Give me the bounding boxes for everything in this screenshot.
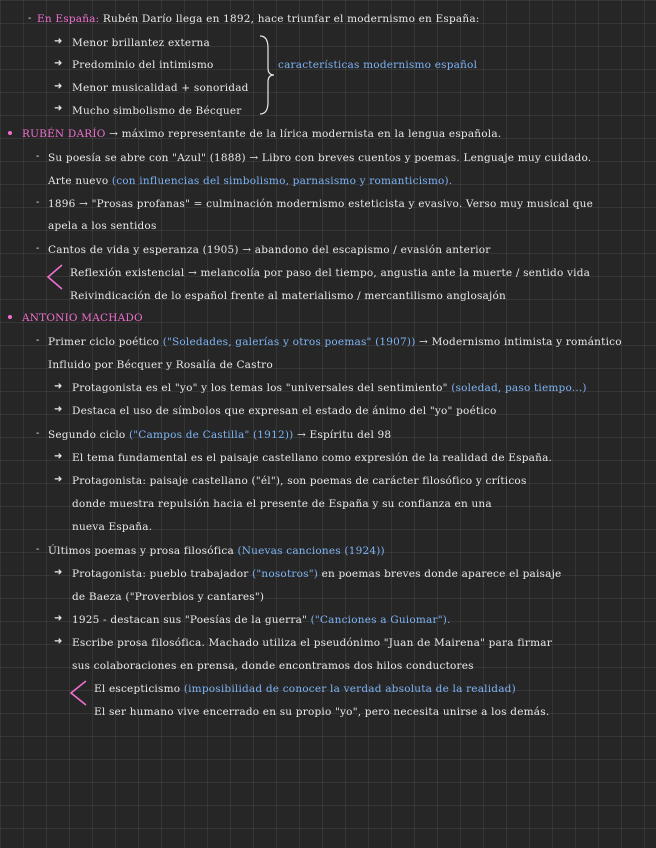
arrow-bullet-icon: ➜ [54,474,63,485]
text-span: Arte nuevo [48,175,112,187]
obra-note: ("Campos de Castilla" (1912)) [128,429,294,441]
influencias-note: (con influencias del simbolismo, parnasismo y romanticismo). [111,175,453,187]
guiomar-note: ("Canciones a Guiomar"). [310,614,451,626]
temas-note: (soledad, paso tiempo...) [451,382,587,394]
text-span: Últimos poemas y prosa filosófica [48,545,238,557]
label-en-espana: En España: [37,13,100,25]
arrow-bullet-icon: ➜ [54,81,63,92]
arrow-bullet-icon: ➜ [54,613,63,624]
text-span: El escepticismo [94,683,184,695]
text-line [72,613,451,627]
dash-bullet: - [36,197,40,208]
arrow-bullet-icon: ➜ [54,103,63,114]
dash-bullet: - [36,335,40,346]
text-line [72,567,561,581]
heading-espana [37,12,480,26]
text-span: Protagonista es el "yo" y los temas los "universales del sentimiento" [72,382,452,394]
text-line: apela a los sentidos [48,220,157,232]
text-line: sus colaboraciones en prensa, donde encontramos dos hilos conductores [72,660,474,672]
escepticismo-note: (imposibilidad de conocer la verdad absoluta de la realidad) [183,683,516,695]
obra-note: ("Soledades, galerías y otros poemas" (1907)) [162,336,416,348]
text-span: → Modernismo intimista y romántico [415,336,622,348]
text-line: Cantos de vida y esperanza (1905) → abandono del escapismo / evasión anterior [48,244,491,256]
arrow-bullet-icon: ➜ [54,567,63,578]
text-line: 1896 → "Prosas profanas" = culminación modernismo esteticista y evasivo. Verso muy musical que [48,198,593,210]
arrow-bullet-icon: ➜ [54,451,63,462]
caracteristicas-label: características modernismo español [278,59,478,71]
label-ruben-dario: RUBÉN DARÍO [22,128,106,140]
text-span: en poemas breves donde aparece el paisaje [318,568,562,580]
text-span: 1925 - destacan sus "Poesías de la guerra" [72,614,311,626]
text-line: El ser humano vive encerrado en su propio "yo", pero necesita unirse a los demás. [94,706,550,718]
text-line: Menor musicalidad + sonoridad [72,82,249,94]
text-line: Influido por Bécquer y Rosalía de Castro [48,359,273,371]
text-line [94,682,516,696]
text-line: Protagonista: paisaje castellano ("él"), son poemas de carácter filosófico y críticos [72,475,527,487]
text-line: donde muestra repulsión hacia el presente de España y su confianza en una [72,498,492,510]
text-line [48,428,391,442]
heading-antonio-machado: ANTONIO MACHADO [22,312,143,324]
angle-bracket-icon [44,262,66,292]
text-span: → Espíritu del 98 [293,429,392,441]
text-line: Predominio del intimismo [72,59,214,71]
nosotros-note: ("nosotros") [252,568,319,580]
text-line: Escribe prosa filosófica. Machado utiliza el pseudónimo "Juan de Mairena" para firmar [72,637,552,649]
text-line [72,381,587,395]
text-line: Reflexión existencial → melancolía por paso del tiempo, angustia ante la muerte / sentido vida [70,267,591,279]
dash-bullet: - [28,13,32,24]
text-line [48,174,452,188]
text-line: de Baeza ("Proverbios y cantares") [72,591,265,603]
obra-note: (Nuevas canciones (1924)) [237,545,385,557]
arrow-bullet-icon: ➜ [54,58,63,69]
text-line: Destaca el uso de símbolos que expresan el estado de ánimo del "yo" poético [72,405,497,417]
text-line: Reivindicación de lo español frente al materialismo / mercantilismo anglosajón [70,290,506,302]
arrow-bullet-icon: ➜ [54,404,63,415]
text-line: Menor brillantez externa [72,37,210,49]
heading-ruben-dario [22,127,501,141]
angle-bracket-icon [66,678,90,708]
text-span: Segundo ciclo [48,429,129,441]
text-line: Rubén Darío llega en 1892, hace triunfar el modernismo en España: [99,13,480,25]
dash-bullet: - [36,243,40,254]
pink-dot-bullet [8,131,12,135]
text-line: Mucho simbolismo de Bécquer [72,105,242,117]
text-span: Protagonista: pueblo trabajador [72,568,253,580]
text-span: Primer ciclo poético [48,336,163,348]
text-line [48,335,622,349]
pink-dot-bullet [8,315,12,319]
text-line: → máximo representante de la lírica modernista en la lengua española. [105,128,502,140]
text-line: Su poesía se abre con "Azul" (1888) → Libro con breves cuentos y poemas. Lenguaje muy cuidado. [48,152,592,164]
text-line: nueva España. [72,521,153,533]
brace-icon [258,34,276,116]
dash-bullet: - [36,544,40,555]
arrow-bullet-icon: ➜ [54,36,63,47]
dash-bullet: - [36,151,40,162]
text-line: El tema fundamental es el paisaje castellano como expresión de la realidad de España. [72,452,553,464]
text-line [48,544,385,558]
arrow-bullet-icon: ➜ [54,636,63,647]
arrow-bullet-icon: ➜ [54,381,63,392]
dash-bullet: - [36,428,40,439]
